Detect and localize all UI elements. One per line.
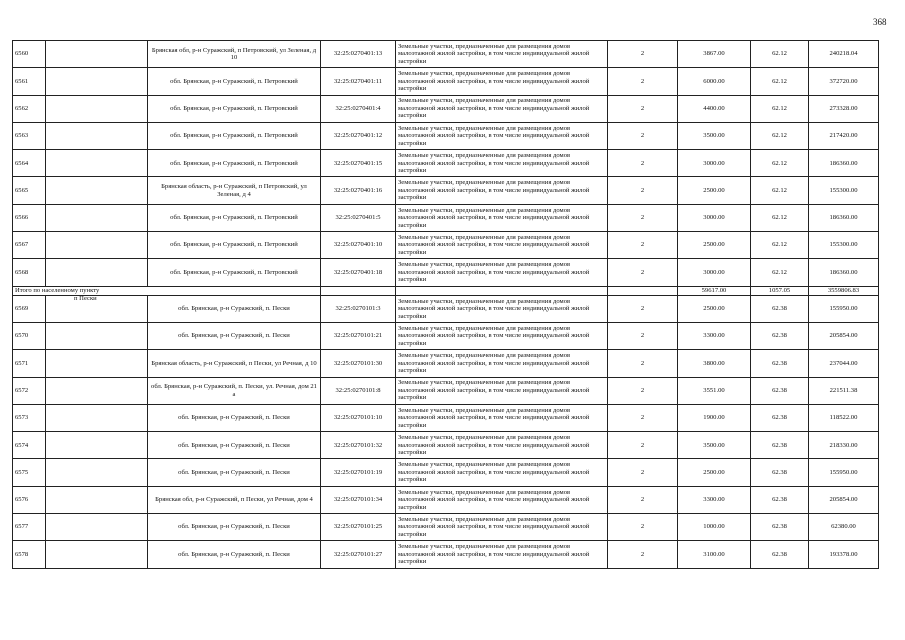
land-use-cell: Земельные участки, предназначенные для размещения домов малоэтажной жилой застройки, в том числе индивидуальной жилой застройки [396,68,608,95]
table-row [13,322,879,349]
rate-cell: 62.12 [751,122,809,149]
settlement-column-cell [46,541,148,568]
cadastral-value-cell: 155300.00 [809,177,879,204]
rate-cell: 62.12 [751,177,809,204]
rate-cell: 62.38 [751,432,809,459]
rate-cell: 62.12 [751,41,809,68]
subtotal-empty-cell [321,286,396,295]
area-cell: 2500.00 [678,459,751,486]
category-cell: 2 [608,204,678,231]
land-use-cell: Земельные участки, предназначенные для размещения домов малоэтажной жилой застройки, в том числе индивидуальной жилой застройки [396,177,608,204]
category-cell: 2 [608,150,678,177]
area-cell: 3867.00 [678,41,751,68]
page-number: 368 [873,17,887,27]
land-use-cell: Земельные участки, предназначенные для размещения домов малоэтажной жилой застройки, в том числе индивидуальной жилой застройки [396,350,608,377]
cadastral-value-cell: 62380.00 [809,514,879,541]
settlement-column-cell [46,122,148,149]
rate-cell: 62.38 [751,541,809,568]
table-row [13,295,879,322]
table-row [13,377,879,404]
category-cell: 2 [608,350,678,377]
land-use-cell: Земельные участки, предназначенные для размещения домов малоэтажной жилой застройки, в том числе индивидуальной жилой застройки [396,122,608,149]
rate-cell: 62.38 [751,514,809,541]
address-cell: обл. Брянская, р-н Суражский, п. Пески [148,432,321,459]
cadastral-value-cell: 186360.00 [809,150,879,177]
subtotal-value: 3559806.83 [809,286,879,295]
row-number: 6566 [13,204,46,231]
subtotal-label: Итого по населенному пункту [15,287,100,295]
category-cell: 2 [608,122,678,149]
cadastral-number-cell: 32:25:0270101:27 [321,541,396,568]
cadastral-number-cell: 32:25:0270401:11 [321,68,396,95]
area-cell: 3800.00 [678,350,751,377]
cadastral-value-cell: 221511.38 [809,377,879,404]
cadastral-number-cell: 32:25:0270401:16 [321,177,396,204]
land-use-cell: Земельные участки, предназначенные для размещения домов малоэтажной жилой застройки, в том числе индивидуальной жилой застройки [396,514,608,541]
category-cell: 2 [608,541,678,568]
address-cell: обл. Брянская, р-н Суражский, п. Петровский [148,95,321,122]
table-row [13,204,879,231]
settlement-column-cell [46,204,148,231]
area-cell: 2500.00 [678,177,751,204]
address-cell: Брянская обл, р-н Суражский, п Петровский, ул Зеленая, д 10 [148,41,321,68]
subtotal-row [13,286,879,295]
address-cell: обл. Брянская, р-н Суражский, п. Петровский [148,150,321,177]
cadastral-number-cell: 32:25:0270101:3 [321,295,396,322]
cadastral-number-cell: 32:25:0270401:12 [321,122,396,149]
subtotal-label-cell [13,286,321,295]
rate-cell: 62.38 [751,486,809,513]
category-cell: 2 [608,259,678,286]
area-cell: 3551.00 [678,377,751,404]
cadastral-number-cell: 32:25:0270101:25 [321,514,396,541]
land-use-cell: Земельные участки, предназначенные для размещения домов малоэтажной жилой застройки, в том числе индивидуальной жилой застройки [396,204,608,231]
table-body-top [13,41,879,287]
area-cell: 3000.00 [678,259,751,286]
row-number: 6576 [13,486,46,513]
settlement-column-cell [46,177,148,204]
cadastral-number-cell: 32:25:0270401:4 [321,95,396,122]
table-row [13,122,879,149]
category-cell: 2 [608,514,678,541]
category-cell: 2 [608,404,678,431]
table-row [13,259,879,286]
settlement-column-cell [46,377,148,404]
area-cell: 2500.00 [678,295,751,322]
land-use-cell: Земельные участки, предназначенные для размещения домов малоэтажной жилой застройки, в том числе индивидуальной жилой застройки [396,541,608,568]
cadastral-value-cell: 155950.00 [809,295,879,322]
table-row [13,177,879,204]
rate-cell: 62.12 [751,259,809,286]
table-row [13,150,879,177]
row-number: 6572 [13,377,46,404]
row-number: 6563 [13,122,46,149]
cadastral-number-cell: 32:25:0270401:18 [321,259,396,286]
area-cell: 3300.00 [678,486,751,513]
table-row [13,232,879,259]
row-number: 6577 [13,514,46,541]
address-cell: обл. Брянская, р-н Суражский, п. Петровский [148,232,321,259]
settlement-column-cell [46,68,148,95]
area-cell: 3500.00 [678,122,751,149]
category-cell: 2 [608,486,678,513]
category-cell: 2 [608,459,678,486]
category-cell: 2 [608,177,678,204]
cadastral-number-cell: 32:25:0270101:21 [321,322,396,349]
cadastral-value-cell: 217420.00 [809,122,879,149]
area-cell: 2500.00 [678,232,751,259]
cadastral-value-cell: 193378.00 [809,541,879,568]
settlement-column-cell [46,404,148,431]
area-cell: 3000.00 [678,204,751,231]
land-use-cell: Земельные участки, предназначенные для размещения домов малоэтажной жилой застройки, в том числе индивидуальной жилой застройки [396,432,608,459]
settlement-column-cell [46,95,148,122]
category-cell: 2 [608,232,678,259]
cadastral-number-cell: 32:25:0270101:8 [321,377,396,404]
cadastral-value-cell: 372720.00 [809,68,879,95]
cadastral-number-cell: 32:25:0270401:5 [321,204,396,231]
address-cell: обл. Брянская, р-н Суражский, п. Пески [148,541,321,568]
category-cell: 2 [608,95,678,122]
cadastral-number-cell: 32:25:0270401:13 [321,41,396,68]
area-cell: 3300.00 [678,322,751,349]
address-cell: обл. Брянская, р-н Суражский, п. Пески [148,404,321,431]
area-cell: 4400.00 [678,95,751,122]
address-cell: обл. Брянская, р-н Суражский, п. Петровский [148,122,321,149]
settlement-column-cell [46,459,148,486]
subtotal-section [13,286,879,295]
row-number: 6561 [13,68,46,95]
cadastral-value-table [12,40,879,569]
row-number: 6574 [13,432,46,459]
category-cell: 2 [608,295,678,322]
land-use-cell: Земельные участки, предназначенные для размещения домов малоэтажной жилой застройки, в том числе индивидуальной жилой застройки [396,322,608,349]
address-cell: обл. Брянская, р-н Суражский, п. Петровский [148,204,321,231]
cadastral-number-cell: 32:25:0270101:34 [321,486,396,513]
settlement-column-cell [46,322,148,349]
address-cell: обл. Брянская, р-н Суражский, п. Петровский [148,68,321,95]
cadastral-number-cell: 32:25:0270401:10 [321,232,396,259]
table-row [13,95,879,122]
cadastral-value-cell: 155950.00 [809,459,879,486]
category-cell: 2 [608,41,678,68]
address-cell: обл. Брянская, р-н Суражский, п. Пески [148,459,321,486]
land-use-cell: Земельные участки, предназначенные для размещения домов малоэтажной жилой застройки, в том числе индивидуальной жилой застройки [396,459,608,486]
rate-cell: 62.12 [751,68,809,95]
table-row [13,541,879,568]
cadastral-number-cell: 32:25:0270101:30 [321,350,396,377]
settlement-column-cell [46,350,148,377]
subtotal-empty-cell [608,286,678,295]
area-cell: 3000.00 [678,150,751,177]
row-number: 6569 [13,295,46,322]
cadastral-value-cell: 155300.00 [809,232,879,259]
address-cell: обл. Брянская, р-н Суражский, п. Пески [148,295,321,322]
address-cell: Брянская область, р-н Суражский, п Петровский, ул Зеленая, д 4 [148,177,321,204]
cadastral-value-cell: 118522.00 [809,404,879,431]
row-number: 6564 [13,150,46,177]
category-cell: 2 [608,68,678,95]
cadastral-value-cell: 205854.00 [809,322,879,349]
rate-cell: 62.12 [751,150,809,177]
settlement-column-cell [46,150,148,177]
land-use-cell: Земельные участки, предназначенные для размещения домов малоэтажной жилой застройки, в том числе индивидуальной жилой застройки [396,259,608,286]
settlement-column-cell [46,514,148,541]
land-use-cell: Земельные участки, предназначенные для размещения домов малоэтажной жилой застройки, в том числе индивидуальной жилой застройки [396,486,608,513]
area-cell: 3100.00 [678,541,751,568]
address-cell: Брянская область, р-н Суражский, п Пески, ул Речная, д 10 [148,350,321,377]
address-cell: обл. Брянская, р-н Суражский, п. Пески [148,322,321,349]
rate-cell: 62.12 [751,232,809,259]
subtotal-rate: 1057.05 [751,286,809,295]
land-use-cell: Земельные участки, предназначенные для размещения домов малоэтажной жилой застройки, в том числе индивидуальной жилой застройки [396,95,608,122]
rate-cell: 62.38 [751,322,809,349]
table-row [13,432,879,459]
cadastral-number-cell: 32:25:0270101:10 [321,404,396,431]
area-cell: 1000.00 [678,514,751,541]
cadastral-value-cell: 273328.00 [809,95,879,122]
row-number: 6573 [13,404,46,431]
area-cell: 1900.00 [678,404,751,431]
row-number: 6570 [13,322,46,349]
table-row [13,41,879,68]
address-cell: обл. Брянская, р-н Суражский, п. Петровский [148,259,321,286]
cadastral-number-cell: 32:25:0270401:15 [321,150,396,177]
rate-cell: 62.38 [751,295,809,322]
cadastral-value-cell: 218330.00 [809,432,879,459]
cadastral-value-cell: 186360.00 [809,204,879,231]
area-cell: 3500.00 [678,432,751,459]
rate-cell: 62.38 [751,350,809,377]
cadastral-value-cell: 205854.00 [809,486,879,513]
settlement-column-cell [46,41,148,68]
cadastral-number-cell: 32:25:0270101:32 [321,432,396,459]
table-body-bottom [13,295,879,568]
row-number: 6575 [13,459,46,486]
settlement-column-cell [46,232,148,259]
land-use-cell: Земельные участки, предназначенные для размещения домов малоэтажной жилой застройки, в том числе индивидуальной жилой застройки [396,404,608,431]
rate-cell: 62.12 [751,204,809,231]
row-number: 6562 [13,95,46,122]
settlement-column-cell [46,432,148,459]
area-cell: 6000.00 [678,68,751,95]
settlement-name: п Пески [74,295,97,302]
table-row [13,68,879,95]
cadastral-value-cell: 240218.04 [809,41,879,68]
row-number: 6571 [13,350,46,377]
land-use-cell: Земельные участки, предназначенные для размещения домов малоэтажной жилой застройки, в том числе индивидуальной жилой застройки [396,41,608,68]
row-number: 6568 [13,259,46,286]
rate-cell: 62.38 [751,377,809,404]
row-number: 6565 [13,177,46,204]
rate-cell: 62.12 [751,95,809,122]
cadastral-value-cell: 237044.00 [809,350,879,377]
table-row [13,404,879,431]
cadastral-value-cell: 186360.00 [809,259,879,286]
subtotal-empty-cell [396,286,608,295]
row-number: 6578 [13,541,46,568]
row-number: 6567 [13,232,46,259]
settlement-column-cell [46,486,148,513]
address-cell: обл. Брянская, р-н Суражский, п. Пески, ул. Речная, дом 21 а [148,377,321,404]
address-cell: обл. Брянская, р-н Суражский, п. Пески [148,514,321,541]
settlement-column-cell [46,259,148,286]
rate-cell: 62.38 [751,459,809,486]
category-cell: 2 [608,322,678,349]
address-cell: Брянская обл, р-н Суражский, п Пески, ул Речная, дом 4 [148,486,321,513]
land-use-cell: Земельные участки, предназначенные для размещения домов малоэтажной жилой застройки, в том числе индивидуальной жилой застройки [396,295,608,322]
table-row [13,350,879,377]
land-use-cell: Земельные участки, предназначенные для размещения домов малоэтажной жилой застройки, в том числе индивидуальной жилой застройки [396,377,608,404]
cadastral-number-cell: 32:25:0270101:19 [321,459,396,486]
table-row [13,514,879,541]
subtotal-area: 59617.00 [678,286,751,295]
land-use-cell: Земельные участки, предназначенные для размещения домов малоэтажной жилой застройки, в том числе индивидуальной жилой застройки [396,150,608,177]
table-row [13,486,879,513]
settlement-column-cell [46,295,148,322]
row-number: 6560 [13,41,46,68]
table-row [13,459,879,486]
rate-cell: 62.38 [751,404,809,431]
category-cell: 2 [608,432,678,459]
land-use-cell: Земельные участки, предназначенные для размещения домов малоэтажной жилой застройки, в том числе индивидуальной жилой застройки [396,232,608,259]
category-cell: 2 [608,377,678,404]
